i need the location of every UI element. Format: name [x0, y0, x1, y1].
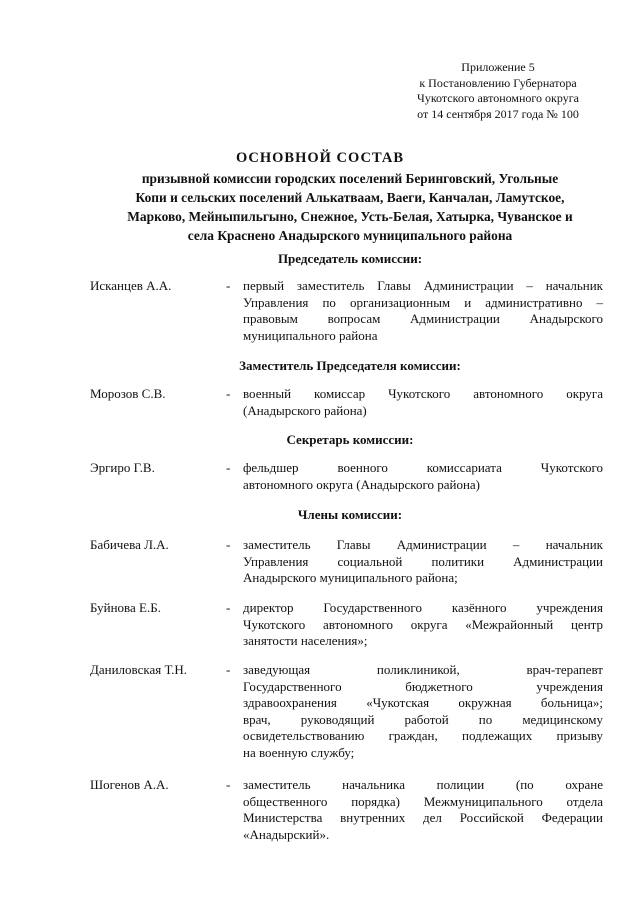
position-line: общественного порядка) Межмуниципального отдела: [243, 793, 603, 809]
appendix-line: от 14 сентября 2017 года № 100: [417, 106, 579, 121]
member-name: Исканцев А.А.: [90, 278, 172, 293]
member-name: Буйнова Е.Б.: [90, 600, 161, 615]
member-dash: -: [226, 600, 231, 615]
position-line: «Анадырский».: [243, 826, 330, 842]
member-dash: -: [226, 662, 231, 677]
subtitle-line: призывной комиссии городских поселений Беринговский, Угольные: [141, 171, 559, 186]
position-line: первый заместитель Главы Администрации – начальник: [243, 278, 603, 293]
member-name: Шогенов А.А.: [90, 777, 169, 792]
position-line: (Анадырского района): [243, 402, 367, 418]
position-line: фельдшер военного комиссариата Чукотского: [243, 460, 603, 475]
section-heading-secretary: Секретарь комиссии:: [286, 432, 414, 447]
position-line: освидетельствованию граждан, подлежащих призыву: [243, 728, 603, 743]
member-name: Даниловская Т.Н.: [90, 662, 188, 677]
position-line: автономного округа (Анадырского района): [243, 476, 481, 492]
position-line: Министерства внутренних дел Российской Федерации: [243, 810, 603, 825]
member-position: [243, 386, 603, 419]
member-dash: -: [226, 278, 231, 293]
position-line: Управления по организационным и административно –: [243, 294, 603, 310]
member-name: Эргиро Г.В.: [90, 460, 155, 475]
document-subtitle: [80, 169, 620, 245]
appendix-line: Приложение 5: [461, 60, 535, 74]
member-position: [243, 278, 603, 344]
position-line: занятости населения»;: [243, 633, 368, 648]
member-dash: -: [226, 777, 231, 792]
member-dash: -: [226, 537, 231, 552]
member-position: [243, 777, 603, 843]
position-line: Управления социальной политики Администрации: [243, 553, 603, 569]
position-line: военный комиссар Чукотского автономного округа: [243, 386, 603, 401]
position-line: Государственного бюджетного учреждения: [243, 678, 603, 694]
subtitle-line: Марково, Мейныпильгыно, Снежное, Усть-Белая, Хатырка, Чуванское и: [127, 209, 573, 224]
position-line: муниципального района: [243, 327, 378, 343]
member-position: [243, 600, 603, 650]
position-line: Чукотского автономного округа «Межрайонный центр: [243, 616, 603, 632]
member-position: [243, 460, 603, 493]
member-position: [243, 662, 603, 761]
position-line: заместитель Главы Администрации – начальник: [243, 537, 603, 552]
member-dash: -: [226, 386, 231, 401]
position-line: правовым вопросам Администрации Анадырского: [243, 311, 603, 326]
subtitle-line: Копи и сельских поселений Алькатваам, Ваеги, Канчалан, Ламутское,: [135, 190, 565, 205]
position-line: на военную службу;: [243, 744, 355, 760]
appendix-block: [398, 60, 598, 122]
position-line: заведующая поликлиникой, врач-терапевт: [243, 662, 603, 677]
subtitle-line: села Краснено Анадырского муниципального района: [187, 228, 513, 243]
member-name: Морозов С.В.: [90, 386, 166, 401]
position-line: директор Государственного казённого учреждения: [243, 600, 603, 615]
section-heading-deputy: Заместитель Председателя комиссии:: [239, 358, 461, 373]
section-heading-chair: Председатель комиссии:: [277, 251, 423, 266]
section-heading-members: Члены комиссии:: [297, 507, 403, 522]
position-line: заместитель начальника полиции (по охране: [243, 777, 603, 792]
position-line: врач, руководящий работой по медицинскому: [243, 711, 603, 727]
appendix-line: к Постановлению Губернатора: [419, 75, 577, 90]
position-line: здравоохранения «Чукотская окружная больница»;: [243, 695, 603, 710]
member-position: [243, 537, 603, 587]
appendix-line: Чукотского автономного округа: [417, 91, 579, 105]
member-dash: -: [226, 460, 231, 475]
member-name: Бабичева Л.А.: [90, 537, 169, 552]
position-line: Анадырского муниципального района;: [243, 570, 458, 585]
document-title: ОСНОВНОЙ СОСТАВ: [235, 150, 405, 166]
